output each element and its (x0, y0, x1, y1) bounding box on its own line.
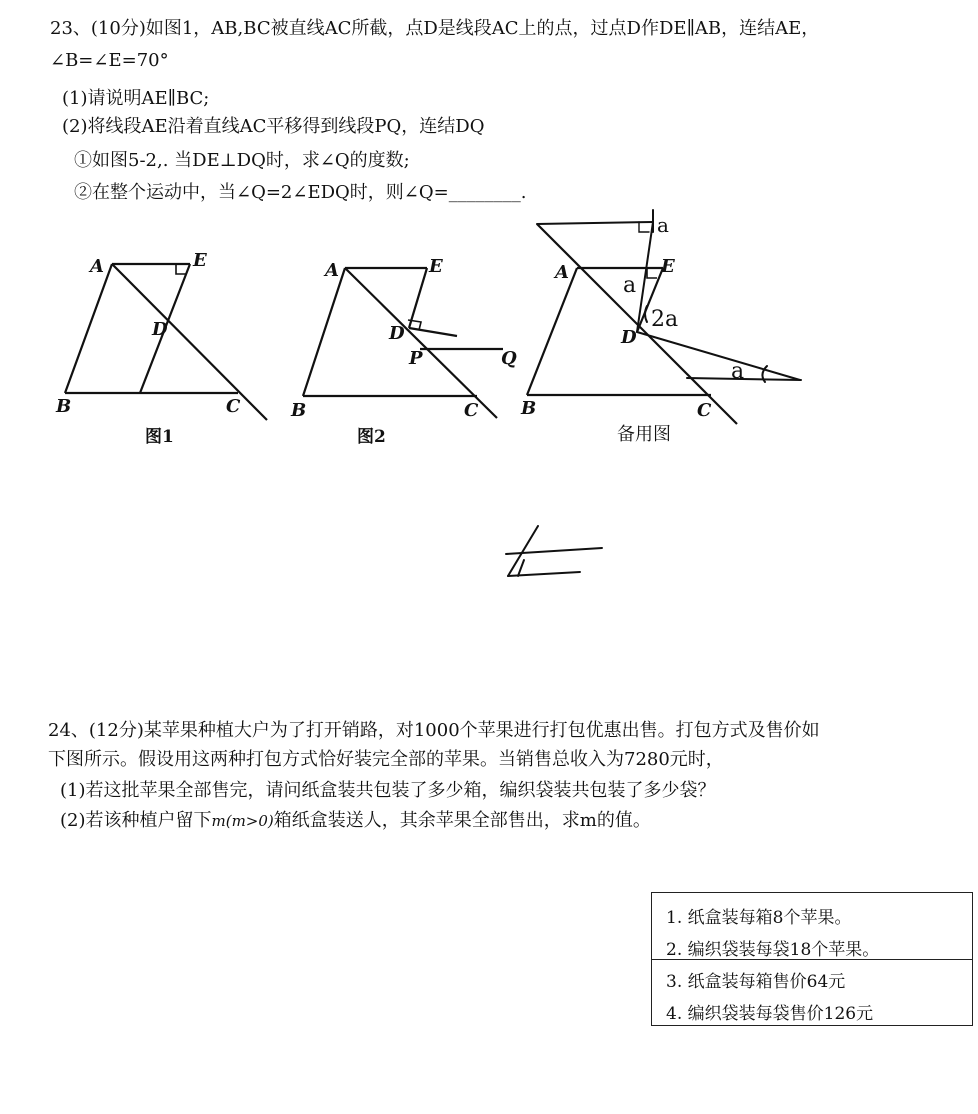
fig3-label-d: D (621, 327, 637, 348)
q24-part1: (1)若这批苹果全部售完，请问纸盒装共包装了多少箱，编织袋装共包装了多少袋？ (60, 780, 716, 801)
q23-part2-2: ②在整个运动中，当∠Q=2∠EDQ时，则∠Q=________. (74, 182, 527, 203)
figure-spare (515, 210, 815, 430)
fig3-handwriting-a1: a (657, 213, 669, 237)
fig3-label-a: A (555, 262, 569, 283)
q23-title: 23、(10分)如图1，AB,BC被直线AC所截，点D是线段AC上的点，过点D作DE∥AB，连结AE， (50, 18, 820, 39)
fig3-label-e: E (661, 256, 675, 277)
fig3-handwriting-a2: a (623, 273, 637, 298)
q24-context: 下图所示。假设用这两种打包方式恰好装完全部的苹果。当销售总收入为7280元时， (48, 749, 724, 770)
figure-1 (50, 240, 280, 430)
fig2-label-a: A (325, 260, 339, 281)
packaging-info-box (651, 892, 973, 1026)
fig3-handwriting-a3: a (731, 359, 745, 384)
fig1-label-b: B (56, 396, 72, 417)
info-item-4: 4. 编织袋装每袋售价126元 (666, 1004, 874, 1024)
fig3-label-b: B (521, 398, 537, 419)
fig1-label-c: C (226, 396, 241, 417)
fig2-label-d: D (389, 323, 405, 344)
q23-part2-1: ①如图5-2,. 当DE⊥DQ时，求∠Q的度数; (74, 150, 410, 171)
q23-part1: (1)请说明AE∥BC; (62, 88, 210, 109)
fig2-label-b: B (291, 400, 307, 421)
info-item-2: 2. 编织袋装每袋18个苹果。 (666, 940, 880, 960)
handwritten-scribble (498, 520, 608, 585)
fig1-label-d: D (152, 319, 168, 340)
fig2-label-e: E (429, 256, 443, 277)
info-item-3: 3. 纸盒装每箱售价64元 (666, 972, 846, 992)
fig2-label-q: Q (501, 348, 517, 369)
info-item-1: 1. 纸盒装每箱8个苹果。 (666, 908, 852, 928)
fig3-caption: 备用图 (617, 424, 671, 445)
figure-2 (285, 240, 515, 430)
q24-part2-suffix: 箱纸盒装送人，其余苹果全部售出，求m的值。 (273, 810, 651, 831)
q23-part2: (2)将线段AE沿着直线AC平移得到线段PQ，连结DQ (62, 116, 485, 137)
fig1-label-e: E (193, 250, 207, 271)
fig1-caption: 图1 (145, 427, 174, 447)
info-divider (652, 959, 972, 960)
q23-given: ∠B=∠E=70° (50, 50, 169, 71)
q24-part2-math: m(m>0) (211, 812, 274, 830)
q24-title: 24、(12分)某苹果种植大户为了打开销路，对1000个苹果进行打包优惠出售。打包方式及售价如 (48, 720, 820, 741)
q24-part2-prefix: (2)若该种植户留下 (60, 810, 212, 831)
fig2-caption: 图2 (357, 427, 386, 447)
fig2-label-p: P (409, 348, 423, 369)
fig3-handwriting-2a: 2a (651, 307, 679, 332)
q24-part2 (60, 806, 651, 832)
fig2-label-c: C (464, 400, 479, 421)
fig3-label-c: C (697, 400, 712, 421)
fig1-label-a: A (90, 256, 104, 277)
